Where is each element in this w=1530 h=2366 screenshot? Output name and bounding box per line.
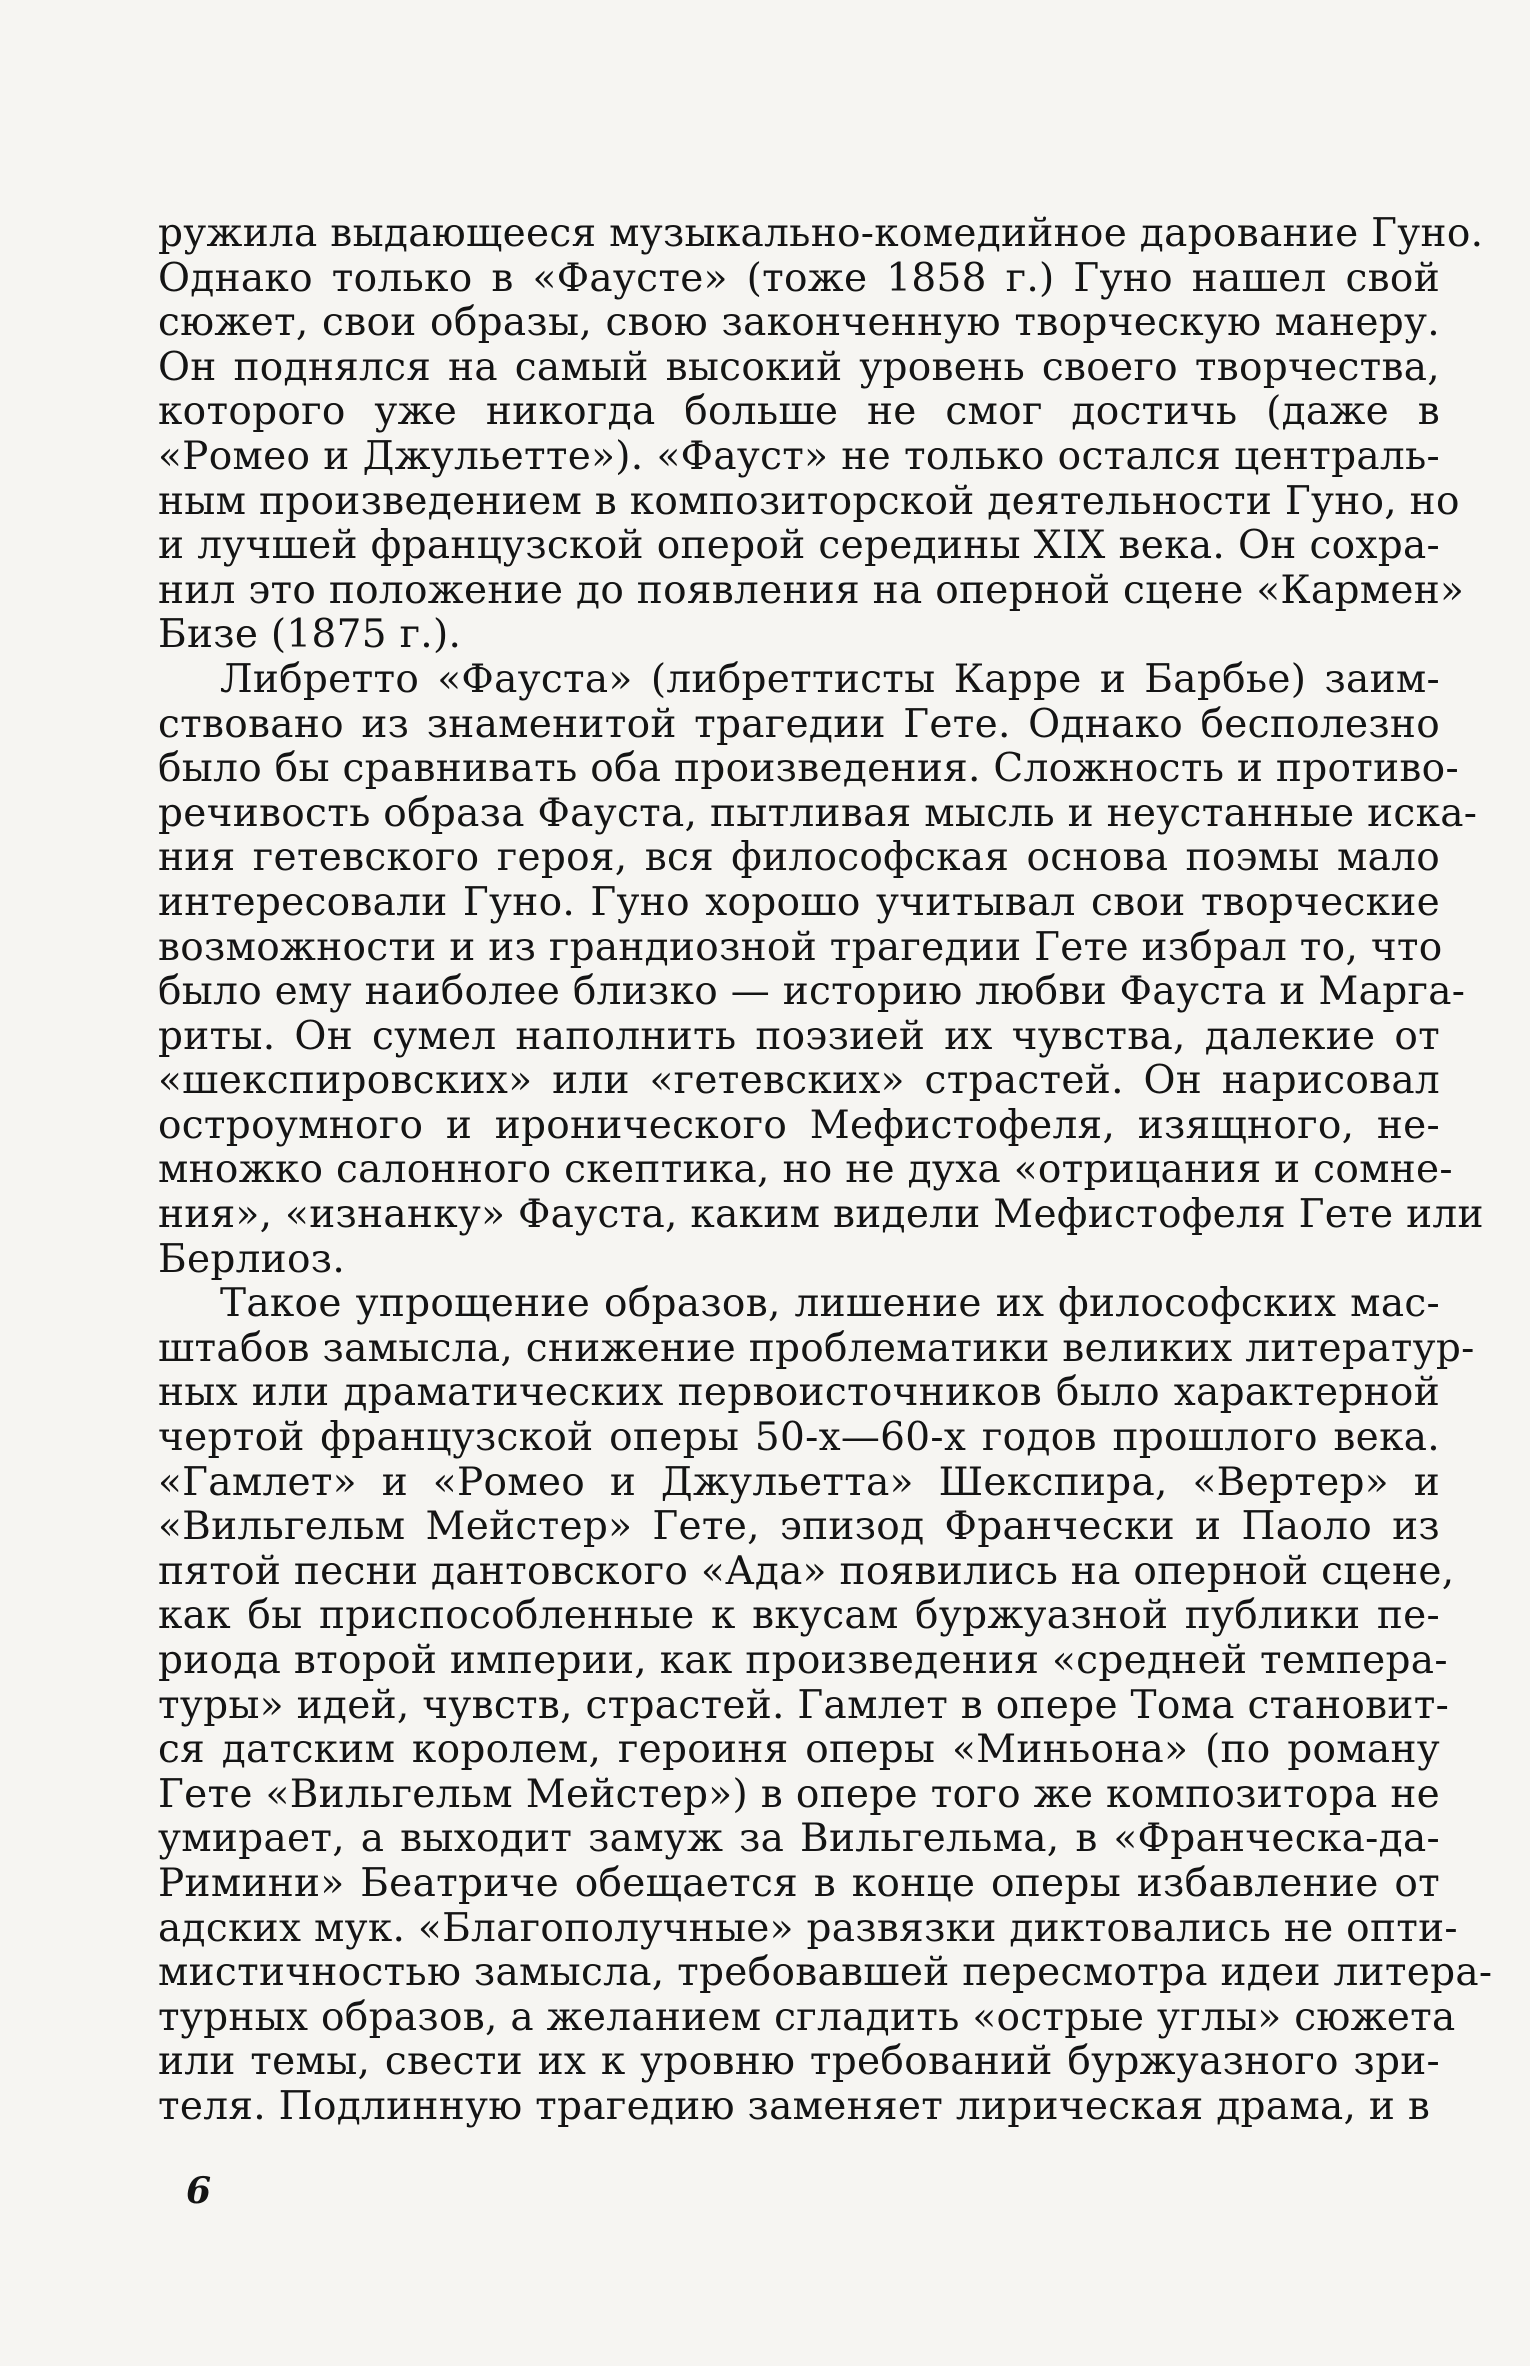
text-line: умирает, а выходит замуж за Вильгельма, в «Франческа-да- [158, 1816, 1440, 1862]
text-line: было ему наиболее близко — историю любви Фауста и Марга- [158, 969, 1466, 1015]
text-line: «Ромео и Джульетте»). «Фауст» не только остался централь- [158, 433, 1440, 479]
text-line: было бы сравнивать оба произведения. Сложность и противо- [158, 746, 1459, 792]
text-line: туры» идей, чувств, страстей. Гамлет в опере Тома становит- [158, 1682, 1450, 1728]
text-line: ружила выдающееся музыкально-комедийное дарование Гуно. [158, 211, 1484, 256]
text-line: чертой французской оперы 50-х—60-х годов прошлого века. [158, 1415, 1440, 1461]
paragraph [158, 656, 1484, 1282]
body-text [158, 211, 1493, 2130]
text-line: возможности и из грандиозной трагедии Гете избрал то, что [158, 924, 1443, 970]
text-line: остроумного и иронического Мефистофеля, изящного, не- [158, 1102, 1440, 1148]
text-line: Он поднялся на самый высокий уровень своего творчества, [158, 344, 1440, 390]
text-line: которого уже никогда больше не смог достичь (даже в [158, 389, 1440, 435]
text-line: мистичностью замысла, требовавшей пересмотра идеи литера- [158, 1950, 1493, 1996]
text-line: Однако только в «Фаусте» (тоже 1858 г.) Гуно нашел свой [158, 255, 1440, 301]
text-line: турных образов, а желанием сгладить «острые углы» сюжета [158, 1994, 1456, 2040]
text-line: штабов замысла, снижение проблематики великих литератур- [158, 1325, 1475, 1371]
text-line: интересовали Гуно. Гуно хорошо учитывал свои творческие [158, 879, 1440, 925]
text-line: Бизе (1875 г.). [158, 612, 462, 658]
text-line: или темы, свести их к уровню требований буржуазного зри- [158, 2039, 1440, 2085]
text-line: Римини» Беатриче обещается в конце оперы избавление от [158, 1860, 1440, 1906]
paragraph [158, 211, 1484, 658]
text-line: сюжет, свои образы, свою законченную творческую манеру. [158, 300, 1440, 346]
text-line: риода второй империи, как произведения «средней темпера- [158, 1638, 1448, 1683]
text-line: Либретто «Фауста» (либреттисты Карре и Барбье) заим- [220, 656, 1440, 702]
text-line: пятой песни дантовского «Ада» появились на оперной сцене, [158, 1548, 1455, 1594]
text-line: нил это положение до появления на оперной сцене «Кармен» [158, 567, 1465, 613]
text-line: «шекспировских» или «гетевских» страстей. Он нарисовал [158, 1058, 1440, 1104]
text-line: множко салонного скептика, но не духа «отрицания и сомне- [158, 1147, 1453, 1193]
text-line: как бы приспособленные к вкусам буржуазной публики пе- [158, 1593, 1440, 1639]
paragraph [158, 1281, 1493, 2129]
text-line: риты. Он сумел наполнить поэзией их чувства, далекие от [158, 1013, 1440, 1059]
text-line: Такое упрощение образов, лишение их философских мас- [220, 1281, 1440, 1327]
text-line: «Вильгельм Мейстер» Гете, эпизод Франчески и Паоло из [158, 1504, 1440, 1550]
page-number: 6 [186, 2170, 212, 2212]
text-line: речивость образа Фауста, пытливая мысль и неустанные иска- [158, 790, 1478, 836]
text-line: теля. Подлинную трагедию заменяет лирическая драма, и в [158, 2083, 1431, 2129]
text-line: ствовано из знаменитой трагедии Гете. Однако бесполезно [158, 701, 1440, 747]
text-line: ным произведением в композиторской деятельности Гуно, но [158, 478, 1460, 524]
text-line: ных или драматических первоисточников было характерной [158, 1370, 1440, 1416]
text-line: ся датским королем, героиня оперы «Миньона» (по роману [158, 1727, 1440, 1773]
text-line: «Гамлет» и «Ромео и Джульетта» Шекспира, «Вертер» и [158, 1459, 1440, 1505]
text-line: ния», «изнанку» Фауста, каким видели Мефистофеля Гете или [158, 1192, 1484, 1238]
text-line: Гете «Вильгельм Мейстер») в опере того же композитора не [158, 1771, 1440, 1817]
text-line: и лучшей французской оперой середины XIX века. Он сохра- [158, 523, 1440, 569]
text-line: ния гетевского героя, вся философская основа поэмы мало [158, 835, 1440, 881]
text-line: адских мук. «Благополучные» развязки диктовались не опти- [158, 1905, 1458, 1951]
text-line: Берлиоз. [158, 1236, 346, 1282]
